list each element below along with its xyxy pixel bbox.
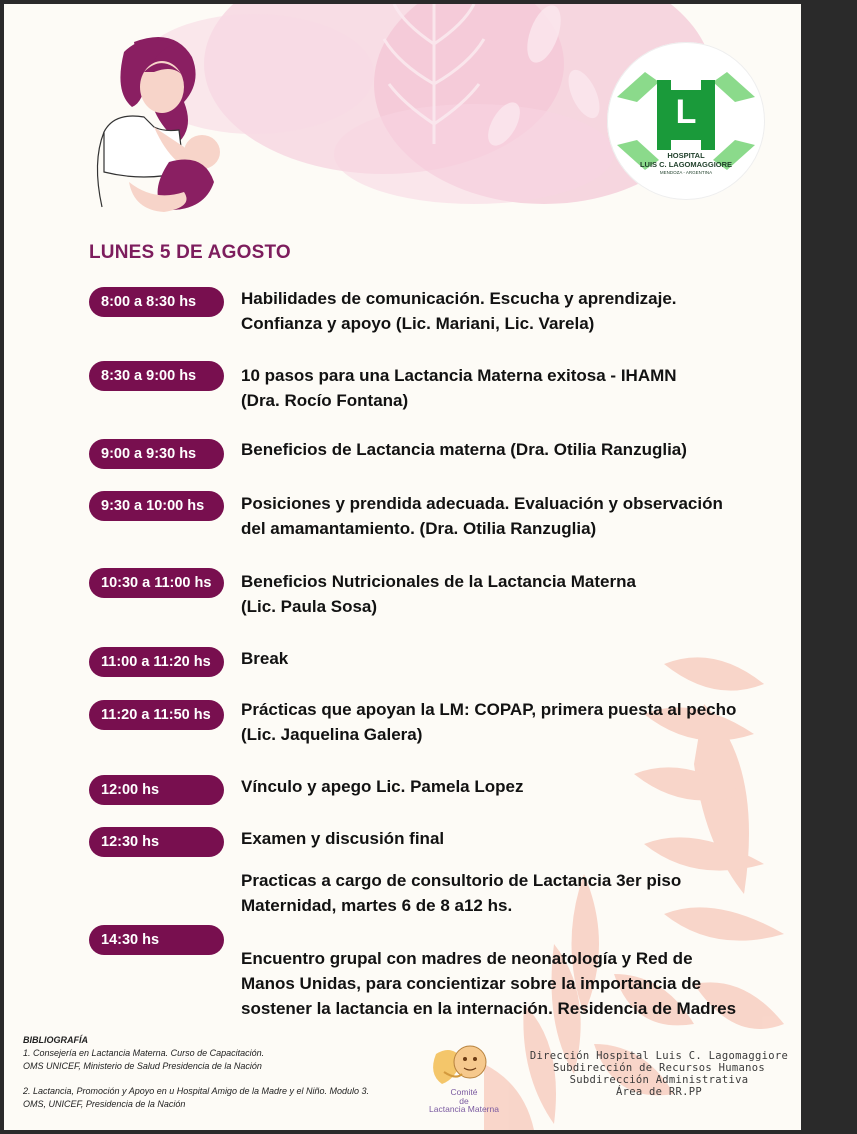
bibliography-item: OMS, UNICEF, Presidencia de la Nación: [23, 1099, 186, 1109]
comite-line3: Lactancia Materna: [429, 1104, 499, 1114]
time-badge: 8:00 a 8:30 hs: [89, 287, 224, 317]
activity-line: Posiciones y prendida adecuada. Evaluación y observación: [241, 494, 723, 513]
hospital-logo: [607, 42, 765, 200]
comite-line2: de: [459, 1095, 469, 1106]
activity-line: (Dra. Rocío Fontana): [241, 391, 409, 410]
activity-line: del amamantamiento. (Dra. Otilia Ranzuglia): [241, 519, 597, 538]
activity-line: Beneficios Nutricionales de la Lactancia Materna: [241, 572, 636, 591]
bibliography-title: BIBLIOGRAFÍA: [23, 1035, 88, 1045]
time-badge: 14:30 hs: [89, 925, 224, 955]
time-badge: 12:30 hs: [89, 827, 224, 857]
time-badge: 9:00 a 9:30 hs: [89, 439, 224, 469]
activity-line: sostener la lactancia en la internación. Residencia de Madres: [241, 999, 737, 1018]
hospital-logo-line1: HOSPITAL: [667, 151, 705, 160]
hospital-logo-line2: LUIS C. LAGOMAGGIORE: [639, 160, 733, 169]
activity-line: (Lic. Jaquelina Galera): [241, 725, 423, 744]
activity-line: Maternidad, martes 6 de 8 a12 hs.: [241, 896, 513, 915]
time-badge: 10:30 a 11:00 hs: [89, 568, 224, 598]
comite-line1: Comité: [450, 1087, 478, 1097]
activity-line: Practicas a cargo de consultorio de Lactancia 3er piso: [241, 871, 682, 890]
activity-line: Vínculo y apego Lic. Pamela Lopez: [241, 777, 524, 796]
time-badge: 12:00 hs: [89, 775, 224, 805]
bibliography-item: OMS UNICEF, Ministerio de Salud Presidencia de la Nación: [23, 1061, 262, 1071]
time-badge: 9:30 a 10:00 hs: [89, 491, 224, 521]
time-badge: 11:20 a 11:50 hs: [89, 700, 224, 730]
footer-line: Subdirección de Recursos Humanos: [553, 1062, 765, 1074]
activity-line: 10 pasos para una Lactancia Materna exitosa - IHAMN: [241, 366, 677, 385]
footer-line: Área de RR.PP: [615, 1086, 703, 1098]
activity-line: (Lic. Paula Sosa): [241, 597, 378, 616]
time-badge: 8:30 a 9:00 hs: [89, 361, 224, 391]
flyer-page: [4, 4, 801, 1130]
activity-line: Habilidades de comunicación. Escucha y aprendizaje.: [241, 289, 677, 308]
activity-line: Break: [241, 649, 289, 668]
footer-line: Subdirección Administrativa: [569, 1074, 749, 1086]
activity-line: Manos Unidas, para concientizar sobre la importancia de: [241, 974, 702, 993]
time-badge: 11:00 a 11:20 hs: [89, 647, 224, 677]
activity-line: Prácticas que apoyan la LM: COPAP, primera puesta al pecho: [241, 700, 737, 719]
comite-label: [424, 1088, 504, 1114]
bibliography: [23, 1034, 369, 1111]
footer-line: Dirección Hospital Luis C. Lagomaggiore: [529, 1050, 789, 1062]
activity-line: Beneficios de Lactancia materna (Dra. Otilia Ranzuglia): [241, 440, 687, 459]
footer-credits: [524, 1050, 794, 1098]
activity-line: Confianza y apoyo (Lic. Mariani, Lic. Varela): [241, 314, 595, 333]
bibliography-item: 2. Lactancia, Promoción y Apoyo en u Hospital Amigo de la Madre y el Niño. Modulo 3.: [23, 1086, 370, 1096]
day-title: LUNES 5 DE AGOSTO: [89, 242, 291, 263]
mother-baby-illustration: [84, 32, 234, 217]
hospital-logo-letter: L: [675, 93, 697, 131]
activity-line: Examen y discusión final: [241, 829, 445, 848]
activity-line: Encuentro grupal con madres de neonatología y Red de: [241, 949, 693, 968]
hospital-logo-line3: MENDOZA - ARGENTINA: [659, 170, 713, 175]
bibliography-item: 1. Consejería en Lactancia Materna. Curso de Capacitación.: [23, 1048, 265, 1058]
